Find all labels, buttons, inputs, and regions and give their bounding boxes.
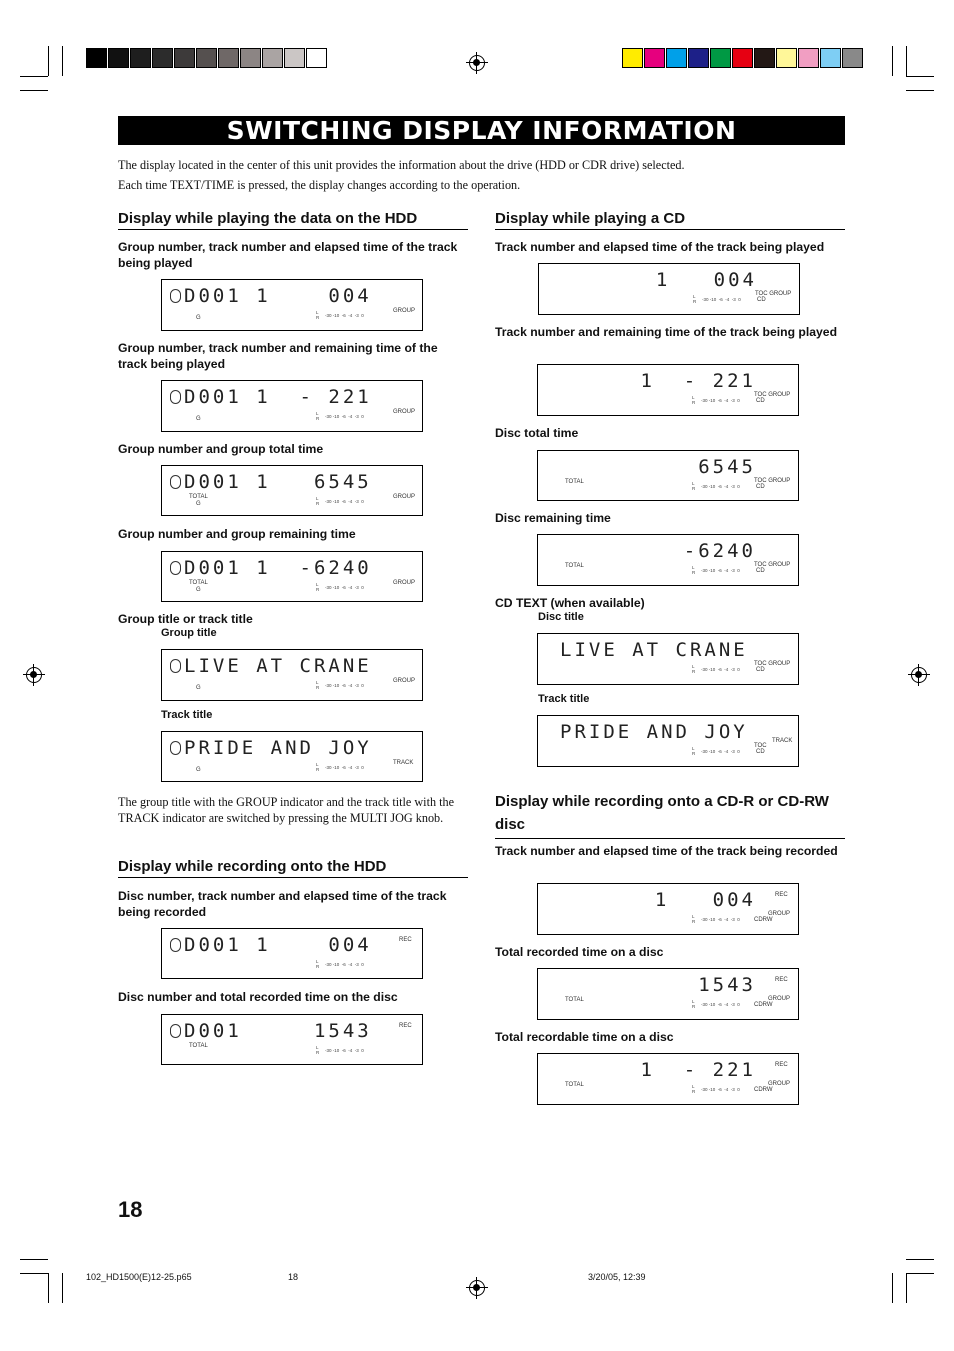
display-label: Total recordable time on a disc [495, 1030, 674, 1044]
hdd-disc-icon [170, 659, 181, 673]
lcd-display [161, 279, 423, 331]
level-meter-scale: -30 -10 -6 -4 -3 0 [701, 749, 740, 754]
display-sublabel: Disc title [538, 611, 584, 623]
lcd-display [537, 715, 799, 767]
lcd-text: LIVE AT CRANE [184, 655, 372, 677]
color-swatch [240, 48, 261, 68]
level-meter-channels: L R [692, 914, 696, 924]
lcd-text: PRIDE AND JOY [184, 737, 372, 759]
display-label: Disc number and total recorded time on the disc [118, 990, 398, 1004]
registration-mark-icon [23, 664, 45, 686]
lcd-indicator: TOC [754, 743, 767, 749]
color-swatch [644, 48, 665, 68]
lcd-indicator: G [196, 587, 201, 593]
lcd-indicator: REC [775, 1062, 788, 1068]
crop-mark [62, 46, 63, 76]
grayscale-color-bar [86, 48, 328, 68]
level-meter-scale: -30 -10 -6 -4 -3 0 [325, 585, 364, 590]
level-meter-channels: L R [692, 746, 696, 756]
display-label: Group title or track title [118, 612, 253, 626]
lcd-display [537, 534, 799, 586]
color-swatch [130, 48, 151, 68]
lcd-text: 1543 [698, 974, 756, 996]
lcd-indicator: CD [756, 667, 765, 673]
level-meter-channels: L R [316, 411, 320, 421]
lcd-indicator: TOTAL [189, 580, 208, 586]
level-meter-scale: -30 -10 -6 -4 -3 0 [325, 414, 364, 419]
crop-mark [892, 46, 893, 76]
display-label: Total recorded time on a disc [495, 945, 664, 959]
lcd-indicator: GROUP [768, 911, 791, 917]
lcd-indicator: GROUP [393, 678, 416, 684]
hdd-disc-icon [170, 289, 181, 303]
lcd-text: 1 004 [655, 269, 757, 291]
lcd-indicator: GROUP [393, 409, 416, 415]
lcd-indicator: G [196, 416, 201, 422]
color-swatch [776, 48, 797, 68]
lcd-text: D001 1 -6240 [184, 557, 372, 579]
lcd-indicator: CDRW [754, 917, 773, 923]
lcd-indicator: REC [775, 977, 788, 983]
lcd-indicator: GROUP [768, 1081, 791, 1087]
lcd-indicator: GROUP [393, 494, 416, 500]
section-heading: Display while recording onto the HDD [118, 858, 468, 878]
level-meter-channels: L R [692, 481, 696, 491]
display-label: Group number, track number and remaining time of the track being played [118, 341, 438, 371]
level-meter-channels: L R [692, 999, 696, 1009]
color-swatch [688, 48, 709, 68]
lcd-display [161, 465, 423, 516]
level-meter-channels: L R [692, 664, 696, 674]
lcd-display [537, 883, 799, 935]
level-meter-scale: -30 -10 -6 -4 -3 0 [325, 313, 364, 318]
lcd-text: D001 1 - 221 [184, 386, 372, 408]
color-swatch [798, 48, 819, 68]
lcd-text: 6545 [698, 456, 756, 478]
level-meter-scale: -30 -10 -6 -4 -3 0 [701, 568, 740, 573]
lcd-text: 1 - 221 [640, 370, 756, 392]
color-swatch [306, 48, 327, 68]
display-sublabel: Track title [161, 709, 213, 721]
crop-mark [906, 90, 934, 91]
level-meter-channels: L R [692, 565, 696, 575]
lcd-indicator: CD [756, 568, 765, 574]
process-color-bar [622, 48, 864, 68]
crop-mark [62, 1273, 63, 1303]
lcd-display [161, 731, 423, 782]
lcd-text: 1 004 [654, 889, 756, 911]
lcd-display [161, 649, 423, 701]
crop-mark [906, 76, 934, 77]
display-label: Track number and elapsed time of the track being recorded [495, 844, 838, 858]
registration-mark-icon [466, 52, 488, 74]
lcd-indicator: REC [775, 892, 788, 898]
lcd-indicator: TOC GROUP [754, 661, 791, 667]
lcd-indicator: TOC GROUP [754, 562, 791, 568]
color-swatch [262, 48, 283, 68]
lcd-indicator: TOC GROUP [754, 478, 791, 484]
level-meter-scale: -30 -10 -6 -4 -3 0 [325, 962, 364, 967]
level-meter-scale: -30 -10 -6 -4 -3 0 [325, 683, 364, 688]
crop-mark [906, 1273, 907, 1303]
lcd-indicator: GROUP [393, 308, 416, 314]
level-meter-channels: L R [316, 582, 320, 592]
lcd-indicator: TRACK [393, 760, 414, 766]
level-meter-scale: -30 -10 -6 -4 -3 0 [325, 499, 364, 504]
level-meter-channels: L R [316, 496, 320, 506]
lcd-display [161, 1014, 423, 1065]
display-label: Group number and group remaining time [118, 527, 356, 541]
lcd-indicator: G [196, 315, 201, 321]
color-swatch [820, 48, 841, 68]
level-meter-channels: L R [693, 294, 697, 304]
lcd-display [537, 364, 799, 416]
level-meter-scale: -30 -10 -6 -4 -3 0 [701, 1002, 740, 1007]
color-swatch [218, 48, 239, 68]
display-label: Disc total time [495, 426, 579, 440]
lcd-text: D001 1 6545 [184, 471, 372, 493]
display-label: CD TEXT (when available) [495, 596, 645, 610]
footer-date: 3/20/05, 12:39 [588, 1272, 646, 1282]
lcd-indicator: TOTAL [565, 997, 584, 1003]
lcd-indicator: REC [399, 1023, 412, 1029]
crop-mark [892, 1273, 893, 1303]
level-meter-scale: -30 -10 -6 -4 -3 0 [701, 484, 740, 489]
lcd-indicator: TOTAL [189, 1043, 208, 1049]
level-meter-channels: L R [316, 959, 320, 969]
lcd-display [537, 633, 799, 685]
level-meter-scale: -30 -10 -6 -4 -3 0 [701, 917, 740, 922]
lcd-display [538, 263, 800, 315]
lcd-indicator: CD [756, 484, 765, 490]
lcd-indicator: CDRW [754, 1087, 773, 1093]
display-label: Track number and remaining time of the track being played [495, 325, 838, 339]
lcd-display [161, 551, 423, 602]
hdd-disc-icon [170, 1024, 181, 1038]
crop-mark [20, 90, 48, 91]
display-label: Group number and group total time [118, 442, 324, 456]
color-swatch [710, 48, 731, 68]
section-heading: Display while playing the data on the HDD [118, 210, 468, 230]
color-swatch [842, 48, 863, 68]
crop-mark [906, 1273, 934, 1274]
lcd-indicator: G [196, 685, 201, 691]
level-meter-channels: L R [692, 395, 696, 405]
lcd-display [537, 968, 799, 1020]
lcd-indicator: G [196, 501, 201, 507]
lcd-indicator: CD [756, 749, 765, 755]
lcd-display [537, 1053, 799, 1105]
lcd-text: D001 1543 [184, 1020, 372, 1042]
lcd-indicator: TOC GROUP [754, 392, 791, 398]
crop-mark [906, 1259, 934, 1260]
lcd-display [161, 928, 423, 979]
footer-page: 18 [288, 1272, 299, 1282]
level-meter-scale: -30 -10 -6 -4 -3 0 [702, 297, 741, 302]
registration-mark-icon [466, 1277, 488, 1299]
lcd-indicator: TOC GROUP [755, 291, 792, 297]
color-swatch [152, 48, 173, 68]
crop-mark [20, 76, 48, 77]
lcd-indicator: TRACK [772, 738, 793, 744]
lcd-text: 1 - 221 [640, 1059, 756, 1081]
lcd-indicator: TOTAL [565, 1082, 584, 1088]
level-meter-scale: -30 -10 -6 -4 -3 0 [325, 1048, 364, 1053]
display-label: Disc number, track number and elapsed time of the track being recorded [118, 889, 447, 919]
intro-line: Each time TEXT/TIME is pressed, the display changes according to the operation. [118, 178, 521, 192]
crop-mark [20, 1259, 48, 1260]
lcd-display [537, 450, 799, 501]
level-meter-channels: L R [316, 310, 320, 320]
intro-line: The display located in the center of this unit provides the information about the drive (HDD or CDR drive) selected. [118, 158, 685, 172]
level-meter-scale: -30 -10 -6 -4 -3 0 [325, 765, 364, 770]
hdd-disc-icon [170, 741, 181, 755]
lcd-indicator: TOTAL [565, 563, 584, 569]
display-label: Track number and elapsed time of the track being played [495, 240, 825, 254]
color-swatch [174, 48, 195, 68]
color-swatch [666, 48, 687, 68]
color-swatch [196, 48, 217, 68]
lcd-indicator: TOTAL [189, 494, 208, 500]
page-number: 18 [118, 1197, 143, 1222]
level-meter-channels: L R [692, 1084, 696, 1094]
lcd-indicator: GROUP [393, 580, 416, 586]
lcd-text: -6240 [683, 540, 756, 562]
lcd-text: D001 1 004 [184, 934, 372, 956]
crop-mark [48, 1273, 49, 1303]
level-meter-scale: -30 -10 -6 -4 -3 0 [701, 1087, 740, 1092]
lcd-text: LIVE AT CRANE [560, 639, 748, 661]
lcd-indicator: G [196, 767, 201, 773]
lcd-indicator: CD [757, 297, 766, 303]
hdd-disc-icon [170, 390, 181, 404]
lcd-text: D001 1 004 [184, 285, 372, 307]
level-meter-scale: -30 -10 -6 -4 -3 0 [701, 398, 740, 403]
note-paragraph: The group title with the GROUP indicator and the track title with the TRACK indicator are switched by pressing the MULTI JOG knob. [118, 795, 454, 825]
lcd-indicator: GROUP [768, 996, 791, 1002]
page-title: SWITCHING DISPLAY INFORMATION [118, 116, 845, 145]
color-swatch [732, 48, 753, 68]
hdd-disc-icon [170, 561, 181, 575]
display-label: Disc remaining time [495, 511, 611, 525]
lcd-indicator: CD [756, 398, 765, 404]
registration-mark-icon [908, 664, 930, 686]
lcd-text: PRIDE AND JOY [560, 721, 748, 743]
section-heading: Display while playing a CD [495, 210, 845, 230]
hdd-disc-icon [170, 475, 181, 489]
color-swatch [754, 48, 775, 68]
color-swatch [622, 48, 643, 68]
crop-mark [906, 46, 907, 76]
lcd-indicator: TOTAL [565, 479, 584, 485]
level-meter-channels: L R [316, 762, 320, 772]
crop-mark [20, 1273, 48, 1274]
lcd-indicator: REC [399, 937, 412, 943]
display-label: Group number, track number and elapsed time of the track being played [118, 240, 458, 270]
color-swatch [284, 48, 305, 68]
color-swatch [86, 48, 107, 68]
color-swatch [108, 48, 129, 68]
section-heading: Display while recording onto a CD-R or CD-RW disc [495, 790, 845, 839]
display-sublabel: Track title [538, 693, 590, 705]
display-sublabel: Group title [161, 627, 217, 639]
level-meter-scale: -30 -10 -6 -4 -3 0 [701, 667, 740, 672]
level-meter-channels: L R [316, 680, 320, 690]
hdd-disc-icon [170, 938, 181, 952]
lcd-indicator: CDRW [754, 1002, 773, 1008]
footer-file: 102_HD1500(E)12-25.p65 [86, 1272, 192, 1282]
crop-mark [48, 46, 49, 76]
lcd-display [161, 380, 423, 432]
level-meter-channels: L R [316, 1045, 320, 1055]
